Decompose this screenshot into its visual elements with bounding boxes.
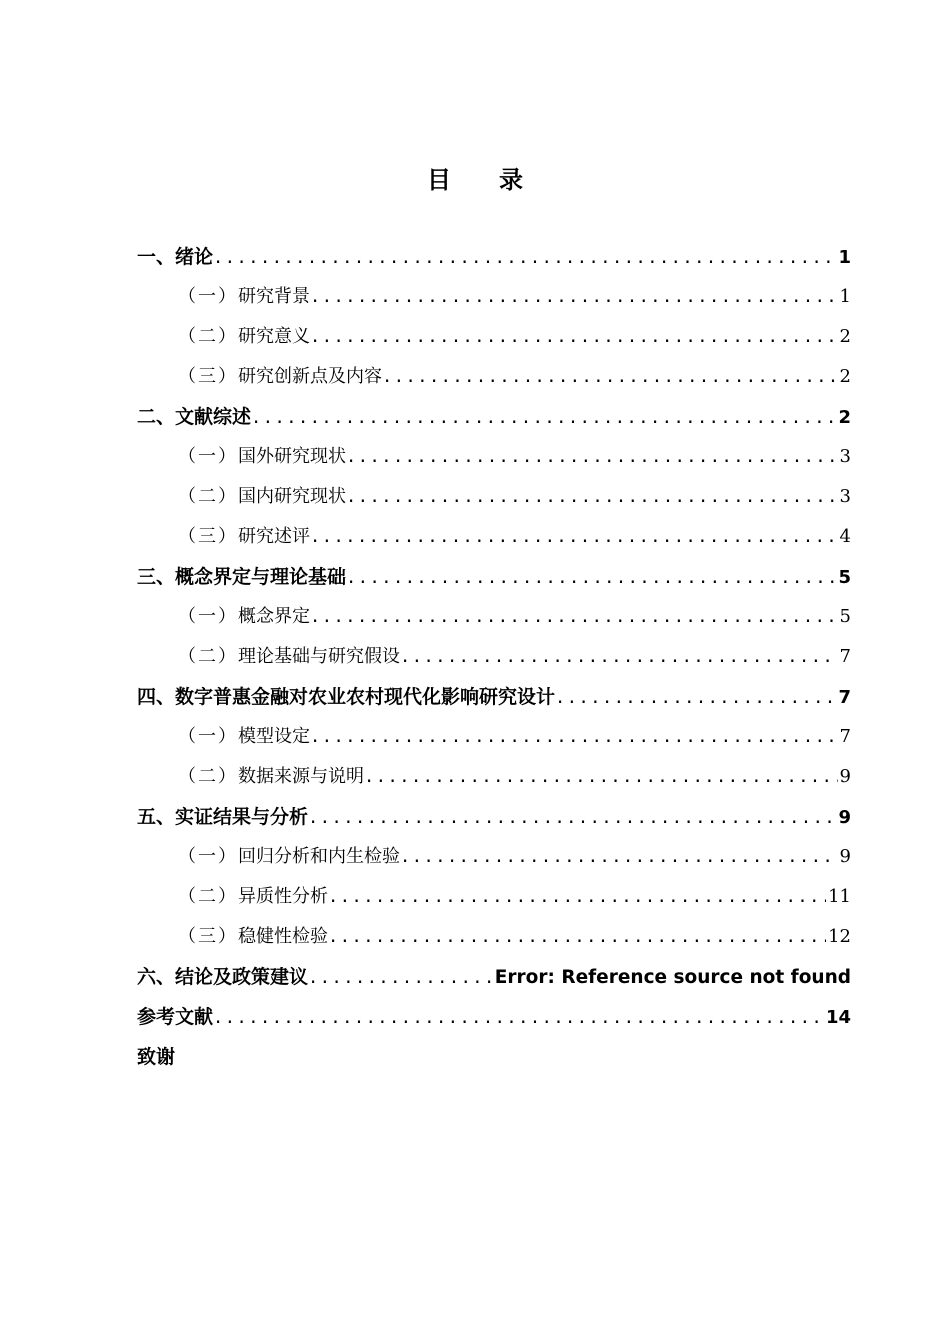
toc-entry-title: 一、绪论 bbox=[137, 246, 214, 268]
toc-entry-page-number: 14 bbox=[825, 1007, 851, 1028]
toc-entry-title: 稳健性检验 bbox=[238, 926, 328, 947]
toc-entry-page-number: Error: Reference source not found bbox=[494, 967, 851, 988]
toc-entry-title: 数据来源与说明 bbox=[238, 766, 364, 787]
toc-dot-leader bbox=[310, 277, 838, 317]
toc-entry-title: 理论基础与研究假设 bbox=[238, 646, 400, 667]
toc-section-entry[interactable] bbox=[137, 317, 851, 357]
toc-dot-leader bbox=[328, 917, 826, 957]
toc-entry-title: 概念界定 bbox=[238, 606, 310, 627]
toc-dot-leader bbox=[346, 437, 838, 477]
toc-chapter-entry[interactable] bbox=[137, 397, 851, 437]
toc-section-entry[interactable] bbox=[137, 757, 851, 797]
toc-entry-title: 三、概念界定与理论基础 bbox=[137, 566, 347, 588]
toc-section-entry[interactable] bbox=[137, 637, 851, 677]
toc-entry-page-number: 1 bbox=[839, 286, 851, 307]
toc-dot-leader bbox=[310, 517, 838, 557]
toc-entry-title: 四、数字普惠金融对农业农村现代化影响研究设计 bbox=[137, 686, 556, 708]
toc-dot-leader bbox=[251, 398, 836, 438]
toc-section-entry[interactable] bbox=[137, 357, 851, 397]
toc-section-entry[interactable] bbox=[137, 277, 851, 317]
toc-entry-title: 参考文献 bbox=[137, 1006, 214, 1028]
toc-entry-title: 六、结论及政策建议 bbox=[137, 966, 309, 988]
toc-entry-page-number: 2 bbox=[838, 407, 851, 428]
toc-dot-leader bbox=[400, 637, 838, 677]
toc-dot-leader bbox=[364, 757, 838, 797]
toc-entry-number: （一） bbox=[178, 286, 238, 307]
toc-entry-page-number: 5 bbox=[838, 567, 851, 588]
toc-dot-leader bbox=[346, 558, 836, 598]
toc-dot-leader bbox=[310, 317, 838, 357]
toc-dot-leader bbox=[213, 238, 836, 278]
toc-entry-page-number: 3 bbox=[839, 446, 851, 467]
toc-chapter-entry[interactable] bbox=[137, 1037, 851, 1077]
toc-entry-number: （一） bbox=[178, 726, 238, 747]
toc-entry-title: 研究创新点及内容 bbox=[238, 366, 382, 387]
toc-section-entry[interactable] bbox=[137, 477, 851, 517]
toc-chapter-entry[interactable] bbox=[137, 997, 851, 1037]
toc-dot-leader bbox=[346, 477, 838, 517]
toc-dot-leader bbox=[328, 877, 826, 917]
toc-section-entry[interactable] bbox=[137, 837, 851, 877]
toc-entry-title: 研究述评 bbox=[238, 526, 310, 547]
toc-section-entry[interactable] bbox=[137, 917, 851, 957]
toc-entry-page-number: 3 bbox=[839, 486, 851, 507]
toc-dot-leader bbox=[310, 597, 838, 637]
toc-entry-page-number: 11 bbox=[828, 886, 851, 907]
toc-entry-page-number: 4 bbox=[839, 526, 851, 547]
toc-section-entry[interactable] bbox=[137, 597, 851, 637]
toc-entry-title: 致谢 bbox=[137, 1046, 176, 1068]
toc-entry-page-number: 9 bbox=[839, 766, 851, 787]
page-title: 目 录 bbox=[427, 166, 523, 194]
toc-entry-title: 五、实证结果与分析 bbox=[137, 806, 309, 828]
toc-section-entry[interactable] bbox=[137, 877, 851, 917]
toc-entry-number: （二） bbox=[178, 326, 238, 347]
toc-entry-title: 国外研究现状 bbox=[238, 446, 346, 467]
toc-entry-title: 二、文献综述 bbox=[137, 406, 252, 428]
toc-dot-leader bbox=[382, 357, 838, 397]
toc-entry-page-number: 2 bbox=[839, 326, 851, 347]
toc-section-entry[interactable] bbox=[137, 717, 851, 757]
toc-entry-title: 模型设定 bbox=[238, 726, 310, 747]
toc-dot-leader bbox=[555, 678, 836, 718]
table-of-contents bbox=[137, 237, 851, 1077]
toc-entry-number: （一） bbox=[178, 606, 238, 627]
toc-entry-page-number: 12 bbox=[828, 926, 851, 947]
toc-entry-number: （三） bbox=[178, 366, 238, 387]
toc-entry-number: （三） bbox=[178, 526, 238, 547]
toc-entry-page-number: 7 bbox=[839, 726, 851, 747]
toc-chapter-entry[interactable] bbox=[137, 677, 851, 717]
toc-chapter-entry[interactable] bbox=[137, 557, 851, 597]
toc-dot-leader bbox=[308, 798, 836, 838]
toc-entry-number: （二） bbox=[178, 646, 238, 667]
toc-entry-page-number: 9 bbox=[839, 846, 851, 867]
toc-entry-title: 回归分析和内生检验 bbox=[238, 846, 400, 867]
toc-section-entry[interactable] bbox=[137, 517, 851, 557]
toc-entry-number: （一） bbox=[178, 846, 238, 867]
toc-entry-page-number: 5 bbox=[839, 606, 851, 627]
toc-entry-page-number: 7 bbox=[839, 646, 851, 667]
toc-entry-title: 研究意义 bbox=[238, 326, 310, 347]
toc-chapter-entry[interactable] bbox=[137, 797, 851, 837]
toc-entry-title: 研究背景 bbox=[238, 286, 310, 307]
toc-section-entry[interactable] bbox=[137, 437, 851, 477]
toc-entry-number: （二） bbox=[178, 486, 238, 507]
toc-entry-title: 异质性分析 bbox=[238, 886, 328, 907]
toc-entry-title: 国内研究现状 bbox=[238, 486, 346, 507]
toc-dot-leader bbox=[308, 958, 493, 998]
toc-dot-leader bbox=[310, 717, 838, 757]
toc-entry-page-number: 2 bbox=[839, 366, 851, 387]
toc-entry-number: （三） bbox=[178, 926, 238, 947]
toc-entry-number: （二） bbox=[178, 886, 238, 907]
toc-entry-page-number: 7 bbox=[838, 687, 851, 708]
toc-chapter-entry[interactable] bbox=[137, 237, 851, 277]
toc-chapter-entry[interactable] bbox=[137, 957, 851, 997]
toc-dot-leader bbox=[400, 837, 838, 877]
toc-entry-number: （一） bbox=[178, 446, 238, 467]
toc-entry-number: （二） bbox=[178, 766, 238, 787]
toc-entry-page-number: 9 bbox=[838, 807, 851, 828]
toc-dot-leader bbox=[213, 998, 824, 1038]
toc-entry-page-number: 1 bbox=[838, 247, 851, 268]
